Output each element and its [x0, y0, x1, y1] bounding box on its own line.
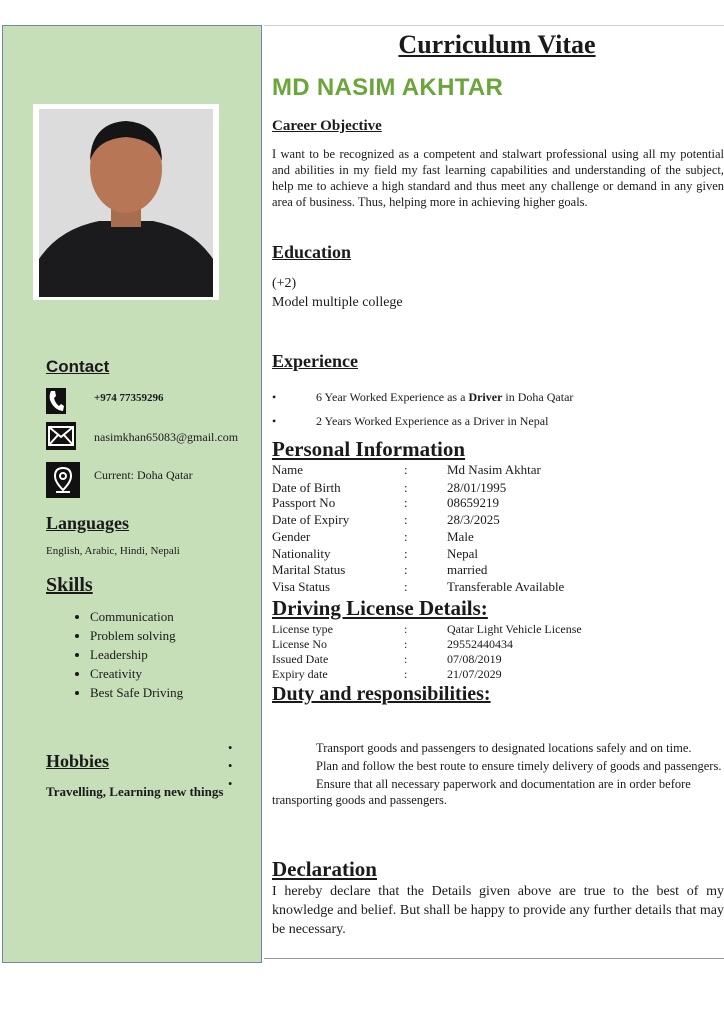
languages-list: English, Arabic, Hindi, Nepali	[46, 545, 180, 557]
email-address: nasimkhan65083@gmail.com	[94, 430, 239, 444]
skills-heading: Skills	[46, 574, 93, 596]
location-icon	[46, 462, 80, 498]
experience-heading: Experience	[272, 351, 358, 371]
experience-item: • 2 Years Worked Experience as a Driver in Nepal	[272, 412, 724, 436]
candidate-name: MD NASIM AKHTAR	[272, 74, 504, 101]
location-row	[46, 462, 261, 500]
education-school: Model multiple college	[272, 295, 403, 310]
phone-icon	[46, 388, 66, 414]
career-objective-heading: Career Objective	[272, 118, 382, 134]
duty-heading: Duty and responsibilities:	[272, 683, 491, 705]
phone-row	[46, 388, 261, 422]
contact-heading: Contact	[46, 357, 110, 376]
driving-license-heading: Driving License Details:	[272, 596, 488, 620]
duty-item: • Ensure that all necessary paperwork and documentation are in order before transporting goods and passengers.	[272, 776, 724, 808]
profile-photo	[39, 109, 213, 297]
languages-heading: Languages	[46, 513, 130, 533]
skill-item: • Best Safe Driving	[90, 683, 183, 702]
skill-item: • Problem solving	[90, 626, 183, 645]
hobbies-heading: Hobbies	[46, 751, 110, 771]
skill-item: • Leadership	[90, 645, 183, 664]
personal-info-heading: Personal Information	[272, 437, 466, 461]
top-rule	[264, 25, 724, 26]
experience-item: • 6 Year Worked Experience as a Driver in Doha Qatar	[272, 388, 724, 412]
email-row	[46, 422, 261, 456]
mail-icon	[46, 422, 76, 450]
phone-number: +974 77359296	[94, 392, 164, 404]
person-silhouette-icon	[39, 109, 213, 297]
duty-item: • Plan and follow the best route to ensure timely delivery of goods and passengers.	[272, 758, 724, 774]
education-level: (+2)	[272, 276, 297, 291]
skill-item: • Communication	[90, 607, 183, 626]
education-heading: Education	[272, 242, 352, 262]
profile-photo-frame	[33, 104, 219, 300]
duty-list	[272, 740, 724, 810]
hobbies-text: Travelling, Learning new things	[46, 784, 224, 799]
declaration-heading: Declaration	[272, 857, 377, 881]
declaration-text: I hereby declare that the Details given above are true to the best of my knowledge and belief. But shall be happy to provide any further details that may be necessary.	[272, 884, 724, 937]
experience-list	[272, 388, 724, 436]
document-title: Curriculum Vitae	[398, 30, 596, 59]
skill-item: • Creativity	[90, 664, 183, 683]
current-location: Current: Doha Qatar	[94, 468, 193, 482]
career-objective-text: I want to be recognized as a competent and stalwart professional using all my potential and abilities in my field my fast learning capabilities and understanding of the subject, help me to achieve a high standard and thus meet any challenge or demand in any given area of business. Thus, helping more in achieving higher goals.	[272, 147, 724, 209]
duty-item: • Transport goods and passengers to designated locations safely and on time.	[272, 740, 724, 756]
bottom-rule	[264, 958, 724, 959]
skills-list	[70, 607, 183, 702]
